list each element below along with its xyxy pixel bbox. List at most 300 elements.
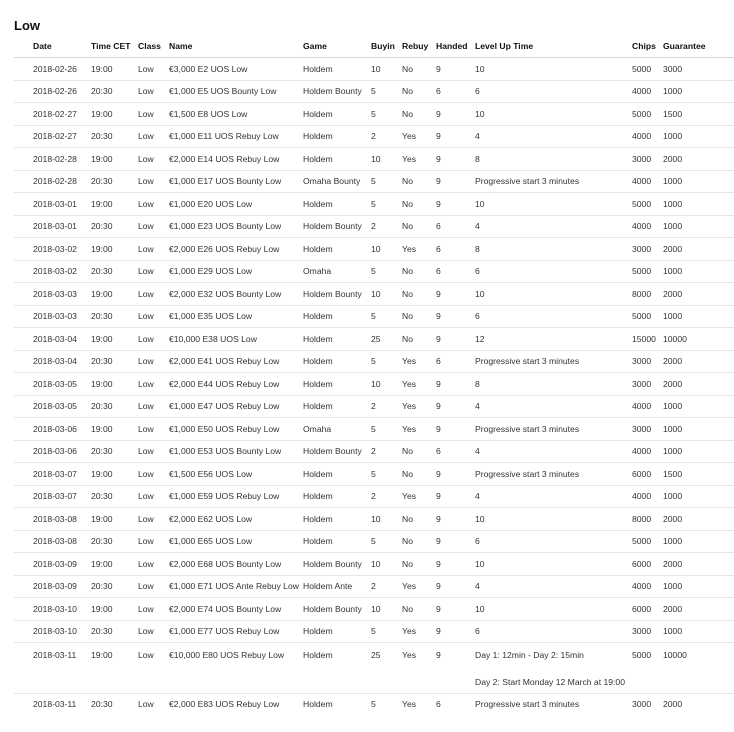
time-cell: 20:30 [86, 620, 133, 643]
guarantee-cell: 1000 [658, 80, 734, 103]
level-up-time-cell: 4 [470, 125, 627, 148]
handed-cell: 6 [431, 260, 470, 283]
buyin-cell: 10 [366, 508, 397, 531]
date-cell: 2018-03-05 [14, 395, 86, 418]
table-row [14, 170, 734, 193]
time-cell: 20:30 [91, 699, 113, 710]
level-up-time-cell: 8 [470, 373, 627, 396]
name-cell: €1,000 E20 UOS Low [164, 193, 298, 216]
name-cell: €1,000 E29 UOS Low [164, 260, 298, 283]
rebuy-cell: Yes [397, 125, 431, 148]
buyin-cell: 2 [366, 440, 397, 463]
handed-cell: 6 [431, 440, 470, 463]
class-cell: Low [133, 463, 164, 486]
table-row [14, 418, 734, 441]
chips-cell: 4000 [627, 80, 658, 103]
game-cell: Holdem [298, 350, 366, 373]
table-header-row [14, 35, 734, 58]
rebuy-cell: Yes [397, 575, 431, 598]
column-header-class: Class [133, 35, 164, 58]
rebuy-cell: No [397, 553, 431, 576]
chips-cell: 8000 [627, 508, 658, 531]
buyin-cell: 5 [366, 418, 397, 441]
buyin-cell: 10 [366, 283, 397, 306]
time-cell: 19:00 [86, 418, 133, 441]
game-cell: Holdem [298, 238, 366, 261]
empty-cell [366, 672, 397, 694]
rebuy-cell: Yes [397, 238, 431, 261]
date-cell: 2018-03-09 [14, 575, 86, 598]
guarantee-cell: 1000 [658, 440, 734, 463]
time-cell: 19:00 [86, 508, 133, 531]
time-cell: 20:30 [86, 350, 133, 373]
buyin-cell: 25 [366, 328, 397, 351]
buyin-cell: 2 [366, 485, 397, 508]
date-cell: 2018-03-03 [14, 305, 86, 328]
level-up-time-cell: 10 [470, 598, 627, 621]
table-row-continuation [14, 672, 734, 694]
level-up-note: Day 2: Start Monday 12 March at 19:00 [470, 672, 627, 694]
game-cell: Holdem [298, 530, 366, 553]
handed-cell: 9 [431, 373, 470, 396]
empty-cell [298, 672, 366, 694]
guarantee-cell: 10000 [663, 650, 687, 660]
class-cell: Low [133, 193, 164, 216]
name-cell: €1,000 E5 UOS Bounty Low [164, 80, 298, 103]
buyin-cell: 5 [366, 260, 397, 283]
rebuy-cell: No [397, 103, 431, 126]
chips-cell: 5000 [627, 305, 658, 328]
name-cell: €10,000 E38 UOS Low [164, 328, 298, 351]
date-cell: 2018-02-26 [14, 80, 86, 103]
empty-cell [133, 672, 164, 694]
class-cell: Low [133, 553, 164, 576]
level-up-time-cell: 4 [470, 440, 627, 463]
date-cell: 2018-03-07 [14, 485, 86, 508]
chips-cell: 6000 [627, 463, 658, 486]
level-up-time-cell: 10 [470, 193, 627, 216]
buyin-cell: 5 [366, 350, 397, 373]
chips-cell: 5000 [627, 58, 658, 81]
handed-cell: 9 [431, 58, 470, 81]
handed-cell: 6 [431, 238, 470, 261]
empty-cell [658, 672, 734, 694]
class-cell: Low [133, 170, 164, 193]
rebuy-cell: No [397, 58, 431, 81]
guarantee-cell: 1000 [658, 170, 734, 193]
game-cell: Holdem [298, 125, 366, 148]
class-cell: Low [133, 373, 164, 396]
buyin-cell: 5 [366, 193, 397, 216]
handed-cell: 9 [431, 148, 470, 171]
table-row [14, 530, 734, 553]
rebuy-cell: Yes [402, 650, 417, 660]
level-up-time-cell: 6 [470, 305, 627, 328]
column-header-handed: Handed [431, 35, 470, 58]
class-cell: Low [133, 508, 164, 531]
buyin-cell: 5 [371, 699, 376, 710]
class-cell: Low [133, 305, 164, 328]
rebuy-cell: No [397, 463, 431, 486]
handed-cell: 9 [431, 485, 470, 508]
time-cell: 19:00 [86, 193, 133, 216]
chips-cell: 6000 [627, 598, 658, 621]
class-cell: Low [133, 283, 164, 306]
time-cell: 20:30 [86, 170, 133, 193]
name-cell: €3,000 E2 UOS Low [164, 58, 298, 81]
handed-cell: 9 [431, 620, 470, 643]
date-cell: 2018-02-26 [14, 58, 86, 81]
name-cell: €2,000 E83 UOS Rebuy Low [169, 699, 280, 710]
guarantee-cell: 1000 [658, 418, 734, 441]
class-cell: Low [133, 485, 164, 508]
buyin-cell: 10 [366, 238, 397, 261]
level-up-time-cell: Day 1: 12min - Day 2: 15min [475, 650, 584, 660]
rebuy-cell: No [397, 598, 431, 621]
class-cell: Low [133, 238, 164, 261]
guarantee-cell: 2000 [658, 283, 734, 306]
rebuy-cell: No [397, 305, 431, 328]
buyin-cell: 25 [371, 650, 381, 660]
guarantee-cell: 2000 [658, 598, 734, 621]
name-cell: €1,000 E11 UOS Rebuy Low [164, 125, 298, 148]
rebuy-cell: Yes [397, 350, 431, 373]
table-row [14, 103, 734, 126]
rebuy-cell: Yes [397, 620, 431, 643]
time-cell: 19:00 [86, 373, 133, 396]
table-row [14, 620, 734, 643]
empty-cell [397, 672, 431, 694]
time-cell: 19:00 [86, 463, 133, 486]
name-cell: €2,000 E44 UOS Rebuy Low [164, 373, 298, 396]
table-row [14, 260, 734, 283]
chips-cell: 3000 [627, 350, 658, 373]
level-up-time-cell: Progressive start 3 minutes [470, 170, 627, 193]
guarantee-cell: 1000 [658, 125, 734, 148]
schedule-table [14, 35, 734, 715]
time-cell: 20:30 [86, 80, 133, 103]
empty-cell [164, 672, 298, 694]
handed-cell: 9 [431, 553, 470, 576]
table-row [14, 215, 734, 238]
rebuy-cell: No [397, 215, 431, 238]
date-cell: 2018-03-09 [14, 553, 86, 576]
name-cell: €1,000 E50 UOS Rebuy Low [164, 418, 298, 441]
chips-cell: 5000 [627, 260, 658, 283]
handed-cell: 6 [436, 699, 441, 710]
guarantee-cell: 2000 [658, 508, 734, 531]
table-row [14, 643, 734, 672]
class-cell: Low [138, 699, 154, 710]
column-header-guarantee: Guarantee [658, 35, 734, 58]
time-cell: 19:00 [86, 598, 133, 621]
handed-cell: 9 [431, 103, 470, 126]
table-row [14, 463, 734, 486]
buyin-cell: 10 [366, 553, 397, 576]
game-cell: Holdem [303, 650, 333, 660]
handed-cell: 9 [436, 650, 441, 660]
chips-cell: 3000 [627, 620, 658, 643]
table-row [14, 485, 734, 508]
name-cell: €2,000 E62 UOS Low [164, 508, 298, 531]
rebuy-cell: No [397, 260, 431, 283]
table-row [14, 305, 734, 328]
class-cell: Low [133, 215, 164, 238]
level-up-time-cell: 10 [470, 508, 627, 531]
rebuy-cell: Yes [397, 418, 431, 441]
date-cell: 2018-03-11 [33, 699, 77, 710]
time-cell: 20:30 [86, 395, 133, 418]
time-cell: 20:30 [86, 125, 133, 148]
rebuy-cell: No [397, 328, 431, 351]
handed-cell: 6 [431, 350, 470, 373]
section-title: Low [14, 18, 40, 33]
class-cell: Low [133, 530, 164, 553]
guarantee-cell: 1000 [658, 575, 734, 598]
time-cell: 20:30 [86, 485, 133, 508]
table-row [14, 440, 734, 463]
name-cell: €1,000 E17 UOS Bounty Low [164, 170, 298, 193]
name-cell: €2,000 E74 UOS Bounty Low [164, 598, 298, 621]
level-up-time-cell: 8 [470, 148, 627, 171]
class-cell: Low [133, 350, 164, 373]
rebuy-cell: No [397, 193, 431, 216]
time-cell: 19:00 [86, 58, 133, 81]
date-cell: 2018-03-02 [14, 238, 86, 261]
guarantee-cell: 1000 [658, 215, 734, 238]
class-cell: Low [133, 620, 164, 643]
time-cell: 20:30 [86, 305, 133, 328]
guarantee-cell: 2000 [658, 148, 734, 171]
handed-cell: 9 [431, 598, 470, 621]
game-cell: Holdem Bounty [298, 553, 366, 576]
class-cell: Low [133, 148, 164, 171]
name-cell: €1,000 E71 UOS Ante Rebuy Low [164, 575, 298, 598]
guarantee-cell: 1500 [658, 103, 734, 126]
handed-cell: 9 [431, 125, 470, 148]
game-cell: Holdem Bounty [298, 598, 366, 621]
column-header-game: Game [298, 35, 366, 58]
game-cell: Holdem [298, 395, 366, 418]
rebuy-cell: No [397, 508, 431, 531]
game-cell: Omaha [298, 260, 366, 283]
name-cell: €10,000 E80 UOS Rebuy Low [169, 650, 285, 660]
game-cell: Holdem [298, 463, 366, 486]
chips-cell: 8000 [627, 283, 658, 306]
class-cell: Low [138, 650, 154, 660]
time-cell: 19:00 [86, 553, 133, 576]
table-row [14, 328, 734, 351]
guarantee-cell: 2000 [663, 699, 683, 710]
name-cell: €2,000 E41 UOS Rebuy Low [164, 350, 298, 373]
handed-cell: 9 [431, 193, 470, 216]
column-header-buyin: Buyin [366, 35, 397, 58]
table-row [14, 125, 734, 148]
chips-cell: 15000 [627, 328, 658, 351]
name-cell: €1,000 E59 UOS Rebuy Low [164, 485, 298, 508]
time-cell: 19:00 [86, 148, 133, 171]
level-up-time-cell: 12 [470, 328, 627, 351]
table-row [14, 553, 734, 576]
guarantee-cell: 1000 [658, 193, 734, 216]
handed-cell: 9 [431, 530, 470, 553]
rebuy-cell: No [397, 440, 431, 463]
chips-cell: 4000 [627, 440, 658, 463]
rebuy-cell: Yes [397, 148, 431, 171]
chips-cell: 4000 [627, 215, 658, 238]
class-cell: Low [133, 328, 164, 351]
class-cell: Low [133, 440, 164, 463]
date-cell: 2018-02-27 [14, 103, 86, 126]
time-cell: 19:00 [86, 103, 133, 126]
chips-cell: 3000 [627, 238, 658, 261]
buyin-cell: 2 [366, 575, 397, 598]
date-cell: 2018-03-03 [14, 283, 86, 306]
table-row [14, 58, 734, 81]
rebuy-cell: Yes [397, 395, 431, 418]
name-cell: €2,000 E68 UOS Bounty Low [164, 553, 298, 576]
time-cell: 19:00 [86, 283, 133, 306]
name-cell: €1,000 E35 UOS Low [164, 305, 298, 328]
game-cell: Omaha Bounty [298, 170, 366, 193]
name-cell: €1,000 E53 UOS Bounty Low [164, 440, 298, 463]
level-up-time-cell: 10 [470, 58, 627, 81]
handed-cell: 9 [431, 170, 470, 193]
column-header-level-up-time: Level Up Time [470, 35, 627, 58]
class-cell: Low [133, 395, 164, 418]
time-cell: 20:30 [86, 260, 133, 283]
guarantee-cell: 1000 [658, 305, 734, 328]
handed-cell: 9 [431, 575, 470, 598]
name-cell: €2,000 E32 UOS Bounty Low [164, 283, 298, 306]
level-up-time-cell: 6 [470, 530, 627, 553]
guarantee-cell: 1500 [658, 463, 734, 486]
date-cell: 2018-03-02 [14, 260, 86, 283]
game-cell: Holdem [298, 305, 366, 328]
column-header-name: Name [164, 35, 298, 58]
guarantee-cell: 1000 [658, 485, 734, 508]
chips-cell: 5000 [627, 103, 658, 126]
guarantee-cell: 10000 [658, 328, 734, 351]
game-cell: Holdem Bounty [298, 215, 366, 238]
name-cell: €1,500 E56 UOS Low [164, 463, 298, 486]
time-cell: 20:30 [86, 575, 133, 598]
date-cell: 2018-03-05 [14, 373, 86, 396]
time-cell: 19:00 [91, 650, 113, 660]
column-header-time: Time CET [86, 35, 133, 58]
class-cell: Low [133, 80, 164, 103]
chips-cell: 6000 [627, 553, 658, 576]
handed-cell: 9 [431, 463, 470, 486]
handed-cell: 9 [431, 395, 470, 418]
buyin-cell: 2 [366, 395, 397, 418]
guarantee-cell: 1000 [658, 620, 734, 643]
table-row [14, 575, 734, 598]
guarantee-cell: 1000 [658, 395, 734, 418]
buyin-cell: 5 [366, 80, 397, 103]
chips-cell: 3000 [632, 699, 652, 710]
table-row [14, 193, 734, 216]
chips-cell: 3000 [627, 418, 658, 441]
handed-cell: 9 [431, 283, 470, 306]
level-up-time-cell: Progressive start 3 minutes [470, 350, 627, 373]
date-cell: 2018-03-10 [14, 598, 86, 621]
level-up-time-cell: Progressive start 3 minutes [470, 463, 627, 486]
game-cell: Holdem [298, 485, 366, 508]
name-cell: €1,000 E65 UOS Low [164, 530, 298, 553]
level-up-time-cell: 6 [470, 260, 627, 283]
time-cell: 19:00 [86, 328, 133, 351]
table-row [14, 395, 734, 418]
level-up-time-cell: 4 [470, 485, 627, 508]
name-cell: €1,000 E77 UOS Rebuy Low [164, 620, 298, 643]
chips-cell: 5000 [627, 530, 658, 553]
game-cell: Holdem [303, 699, 333, 710]
game-cell: Holdem Ante [298, 575, 366, 598]
date-cell: 2018-03-01 [14, 215, 86, 238]
empty-cell [431, 672, 470, 694]
table-row [14, 508, 734, 531]
handed-cell: 9 [431, 328, 470, 351]
name-cell: €2,000 E26 UOS Rebuy Low [164, 238, 298, 261]
game-cell: Holdem [298, 373, 366, 396]
date-cell: 2018-03-08 [14, 530, 86, 553]
chips-cell: 5000 [632, 650, 652, 660]
table-row [14, 373, 734, 396]
table-row [14, 350, 734, 373]
empty-cell [627, 672, 658, 694]
class-cell: Low [133, 598, 164, 621]
handed-cell: 6 [431, 80, 470, 103]
game-cell: Holdem [298, 620, 366, 643]
chips-cell: 4000 [627, 485, 658, 508]
table-row [14, 148, 734, 171]
handed-cell: 9 [431, 305, 470, 328]
rebuy-cell: No [397, 170, 431, 193]
chips-cell: 4000 [627, 170, 658, 193]
table-row [14, 283, 734, 306]
guarantee-cell: 2000 [658, 350, 734, 373]
guarantee-cell: 1000 [658, 260, 734, 283]
time-cell: 20:30 [86, 440, 133, 463]
class-cell: Low [133, 103, 164, 126]
chips-cell: 3000 [627, 373, 658, 396]
class-cell: Low [133, 125, 164, 148]
guarantee-cell: 2000 [658, 238, 734, 261]
empty-cell [86, 672, 133, 694]
game-cell: Holdem [298, 148, 366, 171]
level-up-time-cell: 10 [470, 283, 627, 306]
handed-cell: 9 [431, 418, 470, 441]
date-cell: 2018-03-10 [14, 620, 86, 643]
date-cell: 2018-03-06 [14, 418, 86, 441]
guarantee-cell: 2000 [658, 373, 734, 396]
level-up-time-cell: 6 [470, 620, 627, 643]
guarantee-cell: 2000 [658, 553, 734, 576]
buyin-cell: 5 [366, 463, 397, 486]
chips-cell: 5000 [627, 193, 658, 216]
time-cell: 20:30 [86, 530, 133, 553]
buyin-cell: 10 [366, 148, 397, 171]
buyin-cell: 5 [366, 620, 397, 643]
date-cell: 2018-03-08 [14, 508, 86, 531]
table-row [14, 693, 734, 715]
date-cell: 2018-03-11 [33, 650, 77, 660]
game-cell: Holdem [298, 193, 366, 216]
date-cell: 2018-03-04 [14, 350, 86, 373]
date-cell: 2018-02-27 [14, 125, 86, 148]
name-cell: €1,000 E47 UOS Rebuy Low [164, 395, 298, 418]
